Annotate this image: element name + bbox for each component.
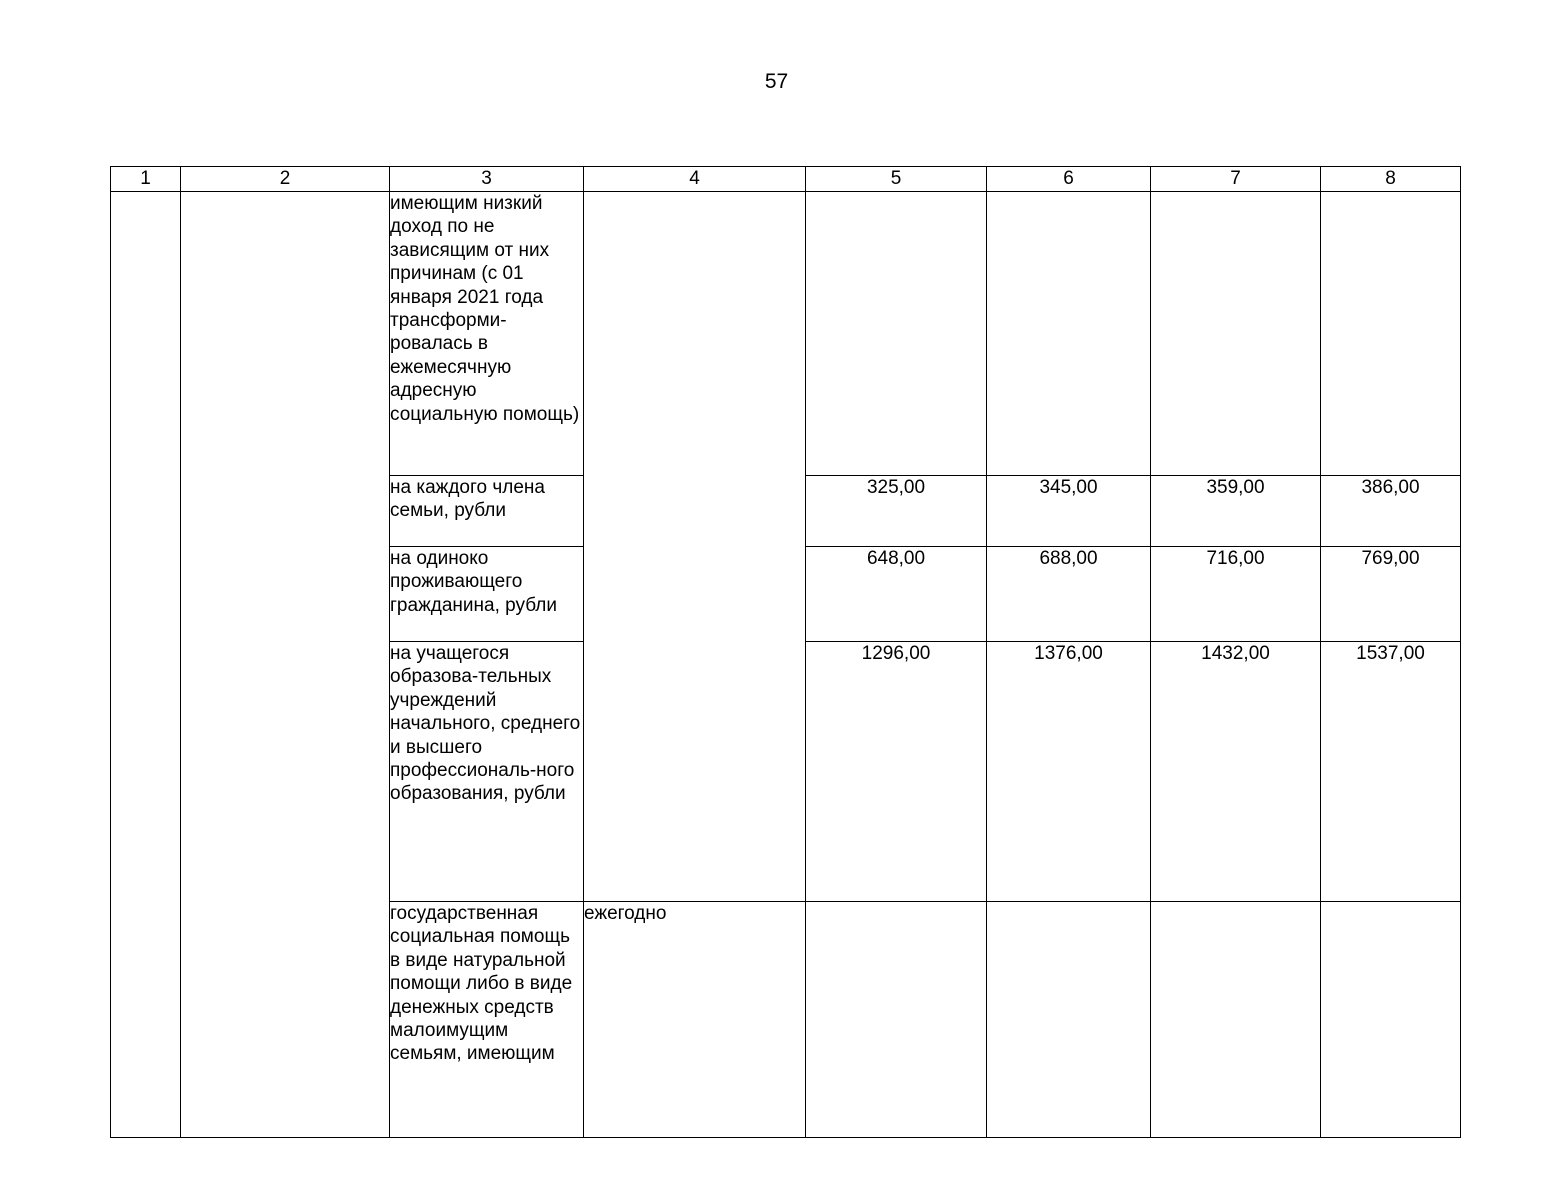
value-cell: 1537,00 bbox=[1321, 642, 1461, 902]
column-number-row bbox=[111, 167, 1461, 192]
row-number-cell bbox=[111, 192, 181, 1138]
indicator-text: на каждого члена семьи, рубли bbox=[390, 477, 545, 522]
value-cell bbox=[806, 902, 987, 1138]
period-cell bbox=[584, 192, 806, 902]
value-cell: 325,00 bbox=[806, 476, 987, 547]
value-cell: 359,00 bbox=[1151, 476, 1321, 547]
column-header-5: 5 bbox=[806, 167, 987, 192]
value-cell: 1376,00 bbox=[987, 642, 1151, 902]
column-header-2: 2 bbox=[181, 167, 390, 192]
indicator-cell bbox=[390, 642, 584, 902]
column-header-3: 3 bbox=[390, 167, 584, 192]
value-cell: 1296,00 bbox=[806, 642, 987, 902]
value-cell bbox=[1151, 192, 1321, 476]
value-cell: 386,00 bbox=[1321, 476, 1461, 547]
column-header-6: 6 bbox=[987, 167, 1151, 192]
column-header-7: 7 bbox=[1151, 167, 1321, 192]
indicator-cell bbox=[390, 547, 584, 642]
indicator-text: на учащегося образова-тельных учреждений начального, среднего и высшего профессиональ-ного образования, рубли bbox=[390, 643, 581, 805]
indicator-table bbox=[110, 166, 1461, 1138]
value-cell: 345,00 bbox=[987, 476, 1151, 547]
indicator-text: государственная социальная помощь в виде натуральной помощи либо в виде денежных средств малоимущим семьям, имеющим bbox=[390, 903, 573, 1065]
value-cell bbox=[987, 902, 1151, 1138]
period-cell: ежегодно bbox=[584, 902, 806, 1138]
column-header-4: 4 bbox=[584, 167, 806, 192]
value-cell bbox=[1321, 902, 1461, 1138]
program-name-cell bbox=[181, 192, 390, 1138]
value-cell: 648,00 bbox=[806, 547, 987, 642]
value-cell: 716,00 bbox=[1151, 547, 1321, 642]
indicator-text: на одиноко проживающего гражданина, рубли bbox=[390, 548, 557, 616]
indicator-cell bbox=[390, 192, 584, 476]
value-cell: 688,00 bbox=[987, 547, 1151, 642]
value-cell bbox=[806, 192, 987, 476]
value-cell: 769,00 bbox=[1321, 547, 1461, 642]
column-header-8: 8 bbox=[1321, 167, 1461, 192]
page-number: 57 bbox=[764, 70, 789, 93]
value-cell bbox=[1321, 192, 1461, 476]
indicator-cell bbox=[390, 476, 584, 547]
table-row bbox=[111, 192, 1461, 476]
indicator-cell bbox=[390, 902, 584, 1138]
value-cell bbox=[1151, 902, 1321, 1138]
indicator-text: имеющим низкий доход по не зависящим от них причинам (с 01 января 2021 года трансформи-ровалась в ежемесячную адресную социальную помощь) bbox=[390, 193, 580, 425]
value-cell bbox=[987, 192, 1151, 476]
column-header-1: 1 bbox=[111, 167, 181, 192]
value-cell: 1432,00 bbox=[1151, 642, 1321, 902]
